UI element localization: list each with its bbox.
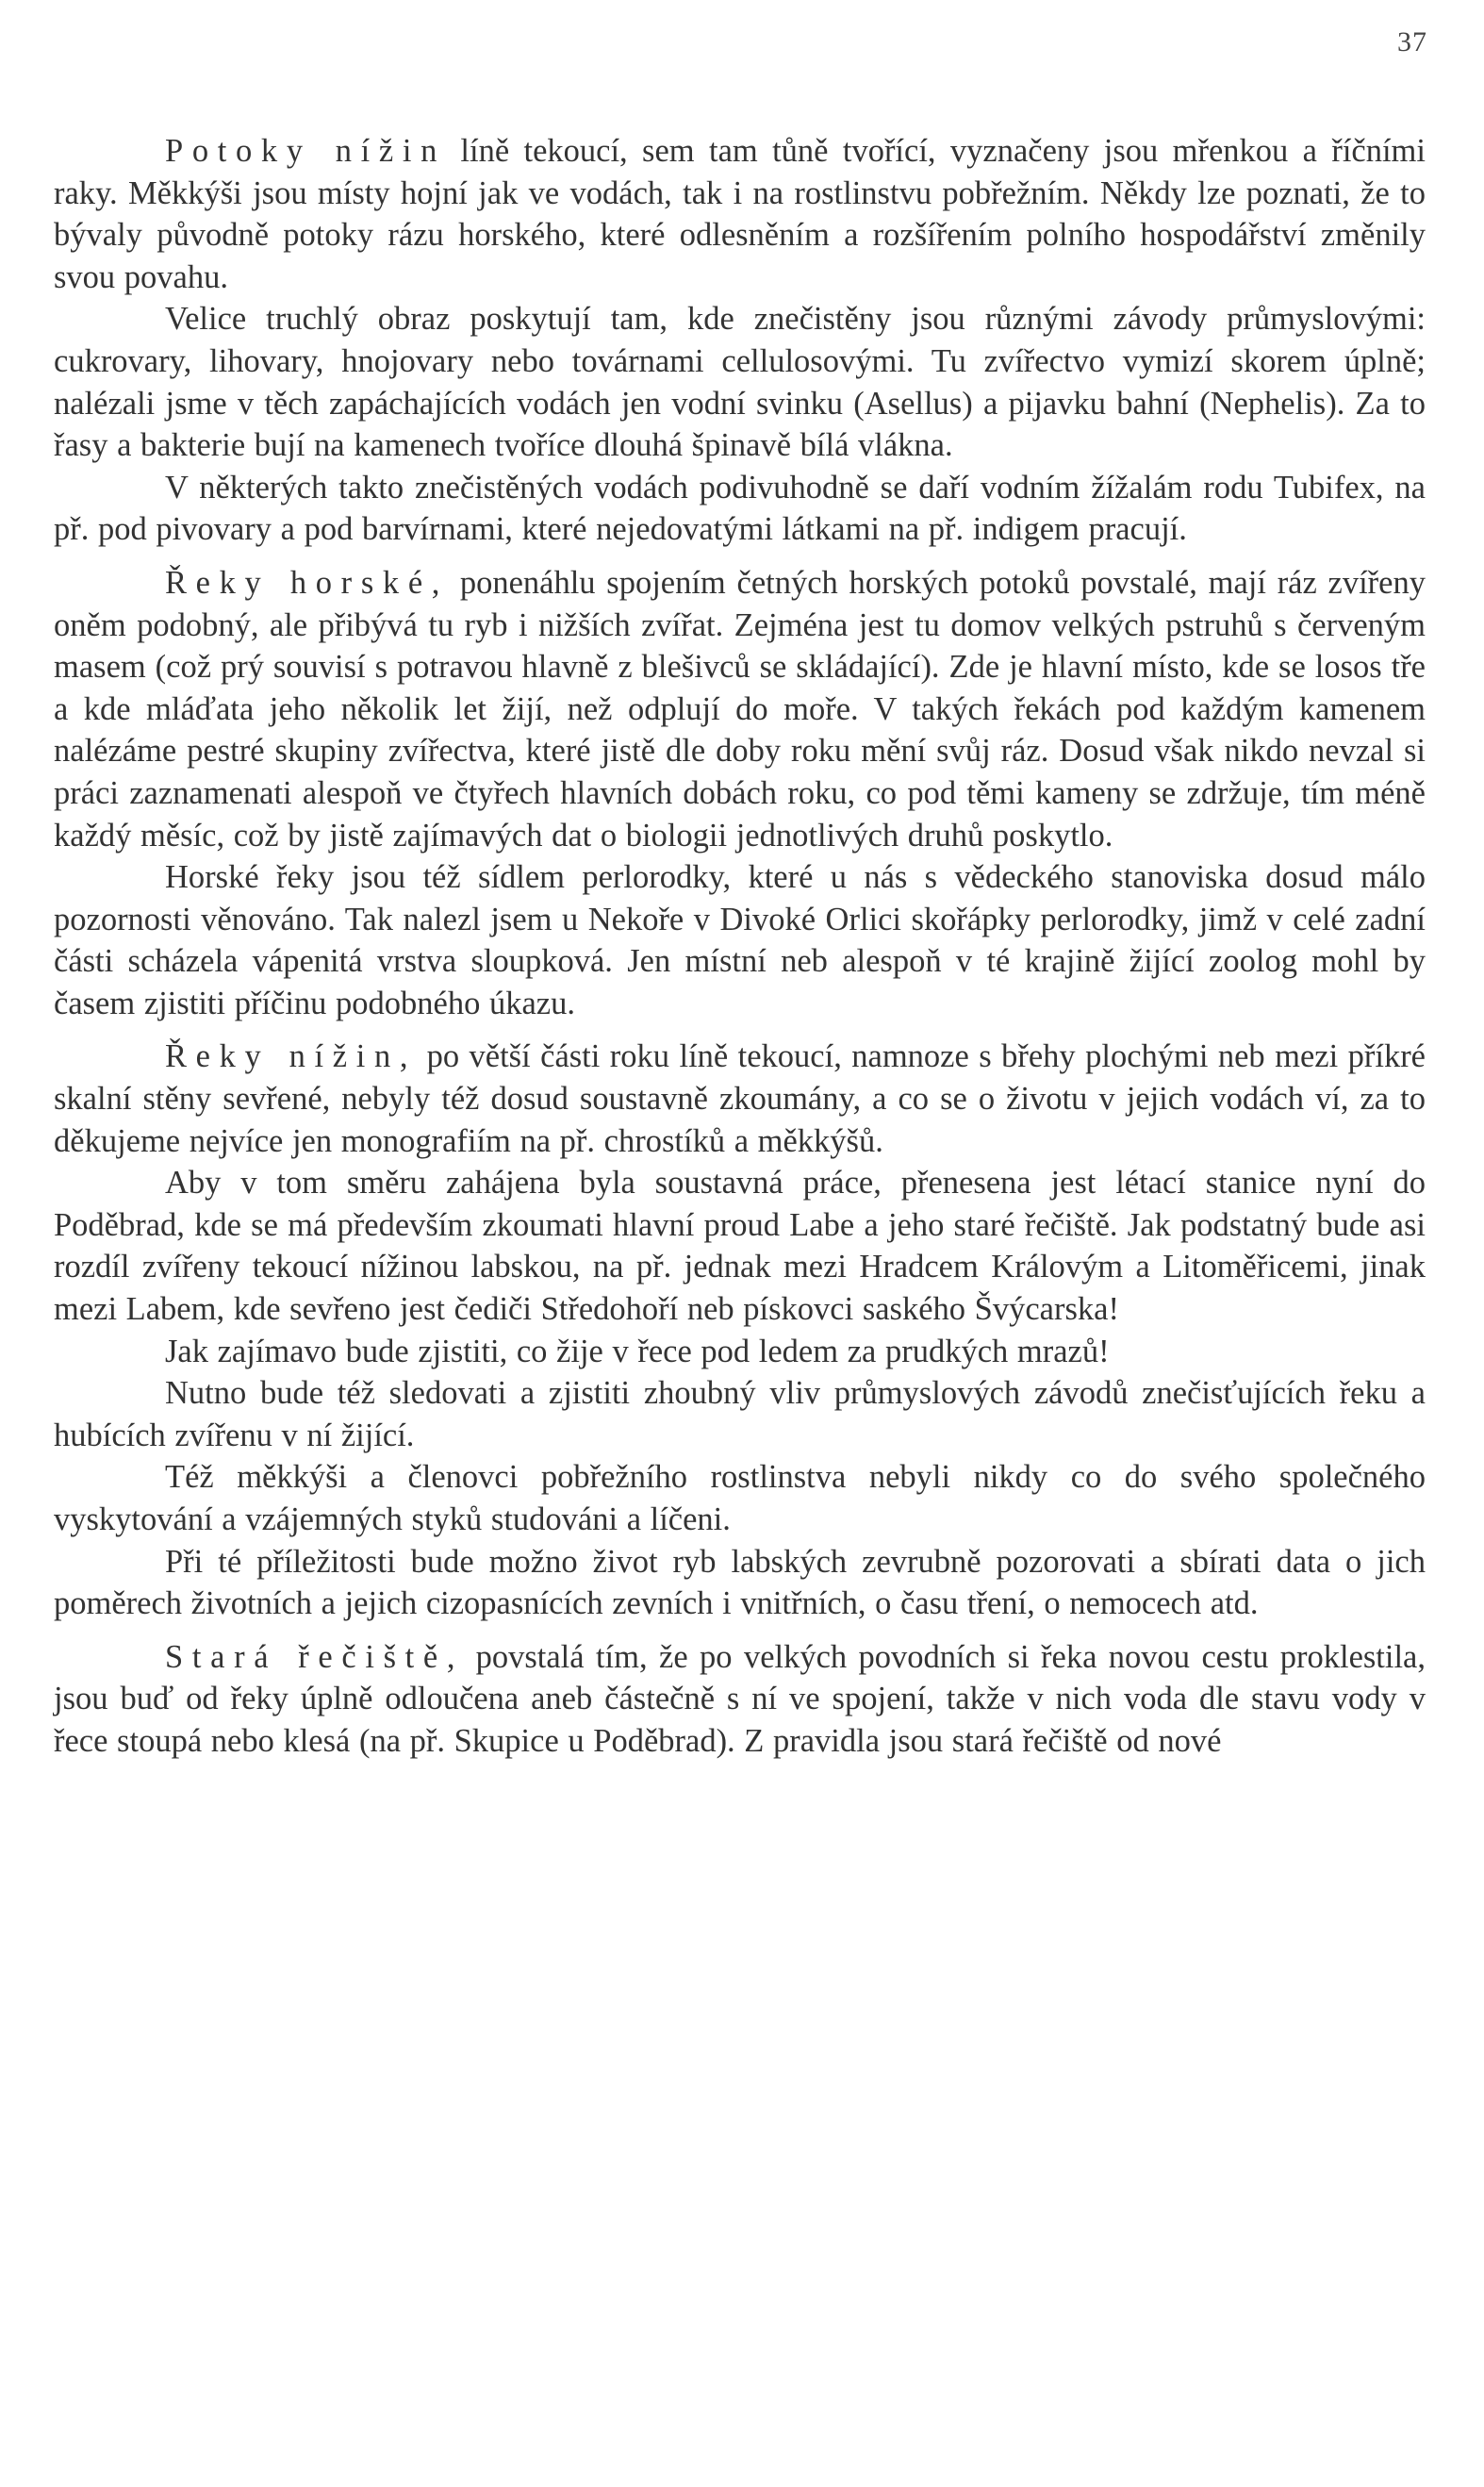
paragraph-text: Též měkkýši a členovci pobřežního rostlinstva nebyli nikdy co do svého společného vyskytování a vzájemných styků studováni a líčeni. bbox=[54, 1459, 1426, 1537]
paragraph-text: povstalá tím, že po velkých povodních si řeka novou cestu proklestila, jsou buď od řeky úplně odloučena aneb částečně s ní ve spojení, takže v nich voda dle stavu vody v řece stoupá nebo klesá (na př. Skupice u Poděbrad). Z pravidla jsou stará řečiště od nové bbox=[54, 1638, 1426, 1759]
paragraph-station-podebrady bbox=[54, 1162, 1426, 1330]
paragraph-tubifex bbox=[54, 467, 1426, 551]
page-number: 37 bbox=[1397, 26, 1427, 58]
paragraph-text: Při té příležitosti bude možno život ryb labských zevrubně pozorovati a sbírati data o jich poměrech životních a jejich cizopasnících zevních i vnitřních, o času tření, o nemocech atd. bbox=[54, 1543, 1426, 1622]
body-text bbox=[54, 130, 1426, 1763]
paragraph-pearl-mussel bbox=[54, 856, 1426, 1024]
spaced-heading: Řeky horské, bbox=[165, 564, 450, 601]
paragraph-text: ponenáhlu spojením četných horských potoků povstalé, mají ráz zvířeny oněm podobný, ale přibývá tu ryb i nižších zvířat. Zejména jest tu domov velkých pstruhů s červeným masem (což prý souvisí s potravou hlavně z blešivců se skládající). Zde je hlavní místo, kde se losos tře a kde mláďata jeho několik let žijí, než odplují do moře. V takých řekách pod každým kamenem nalézáme pestré skupiny zvířectva, které jistě dle doby roku mění svůj ráz. Dosud však nikdo nevzal si práci zaznamenati alespoň ve čtyřech hlavních dobách roku, co pod těmi kameny se zdržuje, tím méně každý měsíc, což by jistě zajímavých dat o biologii jednotlivých druhů poskytlo. bbox=[54, 564, 1426, 854]
paragraph-molluscs bbox=[54, 1456, 1426, 1540]
spaced-heading: Stará řečiště, bbox=[165, 1638, 465, 1675]
paragraph-text: Aby v tom směru zahájena byla soustavná práce, přenesena jest létací stanice nyní do Poděbrad, kde se má především zkoumati hlavní proud Labe a jeho staré řečiště. Jak podstatný bude asi rozdíl zvířeny tekoucí nížinou labskou, na př. jednak mezi Hradcem Královým a Litoměřicemi, jinak mezi Labem, kde sevřeno jest čediči Středohoří neb pískovci saského Švýcarska! bbox=[54, 1165, 1426, 1328]
paragraph-text: Nutno bude též sledovati a zjistiti zhoubný vliv průmyslových závodů znečisťujících řeku a hubících zvířenu v ní žijící. bbox=[54, 1375, 1426, 1453]
paragraph-under-ice bbox=[54, 1331, 1426, 1373]
paragraph-fish bbox=[54, 1541, 1426, 1625]
paragraph-text: Horské řeky jsou též sídlem perlorodky, které u nás s vědeckého stanoviska dosud málo pozornosti věnováno. Tak nalezl jsem u Nekoře v Divoké Orlici skořápky perlorodky, jimž v celé zadní části scházela vápenitá vrstva sloupková. Jen místní neb alespoň v té krajině žijící zoolog mohl by časem zjistiti příčinu podobného úkazu. bbox=[54, 859, 1426, 1021]
paragraph-text: Jak zajímavo bude zjistiti, co žije v řece pod ledem za prudkých mrazů! bbox=[165, 1333, 1110, 1369]
paragraph-industrial-influence bbox=[54, 1372, 1426, 1456]
spaced-heading: Řeky nížin, bbox=[165, 1038, 418, 1075]
paragraph-industrial-pollution bbox=[54, 298, 1426, 466]
paragraph-text: po větší části roku líně tekoucí, namnoze s břehy plochými neb mezi příkré skalní stěny sevřené, nebyly též dosud soustavně zkoumány, a co se o životu v jejich vodách ví, za to děkujeme nejvíce jen monografiím na př. chrostíků a měkkýšů. bbox=[54, 1038, 1426, 1159]
paragraph-old-riverbeds bbox=[54, 1636, 1426, 1763]
paragraph-text: V některých takto znečistěných vodách podivuhodně se daří vodním žížalám rodu Tubifex, na př. pod pivovary a pod barvírnami, které nejedovatými látkami na př. indigem pracují. bbox=[54, 469, 1426, 548]
spaced-heading: Potoky nížin bbox=[165, 133, 447, 169]
paragraph-lowland-rivers bbox=[54, 1036, 1426, 1162]
paragraph-text: Velice truchlý obraz poskytují tam, kde znečistěny jsou různými závody průmyslovými: cukrovary, lihovary, hnojovary nebo továrnami cellulosovými. Tu zvířectvo vymizí skorem úplně; nalézali jsme v těch zapáchajících vodách jen vodní svinku (Asellus) a pijavku bahní (Nephelis). Za to řasy a bakterie bují na kamenech tvoříce dlouhá špinavě bílá vlákna. bbox=[54, 301, 1426, 464]
paragraph-mountain-rivers bbox=[54, 562, 1426, 856]
paragraph-lowland-brooks bbox=[54, 130, 1426, 298]
paragraph-text: líně tekoucí, sem tam tůně tvořící, vyznačeny jsou mřenkou a říčními raky. Měkkýši jsou místy hojní jak ve vodách, tak i na rostlinstvu pobřežním. Někdy lze poznati, že to bývaly původně potoky rázu horského, které odlesněním a rozšířením polního hospodářství změnily svou povahu. bbox=[54, 133, 1426, 295]
